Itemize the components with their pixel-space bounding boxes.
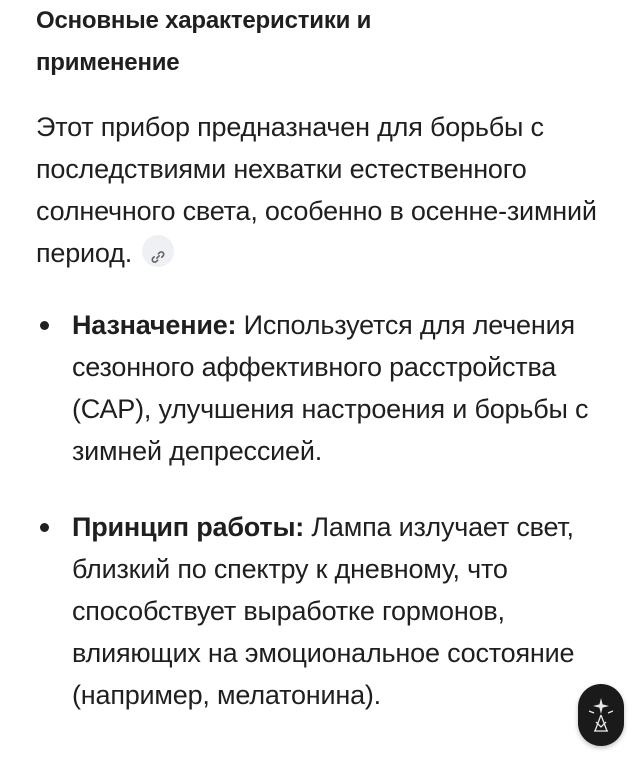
bullet-text: Лампа излучает свет, близкий по спектру к дневному, что способствует выработке гормонов, влияющих на эмоциональное состояние (например, мелатонина). [72, 512, 575, 710]
star-logo-icon [585, 696, 617, 734]
feature-list [36, 304, 611, 716]
list-item [36, 506, 611, 716]
bullet-dot [40, 523, 49, 532]
section-heading [36, 0, 611, 84]
article-content [36, 0, 611, 750]
heading-line-1: Основные характеристики и [36, 7, 372, 34]
source-link-button[interactable] [142, 235, 174, 267]
bullet-text: Используется для лечения сезонного аффективного расстройства (САР), улучшения настроения и борьбы с зимней депрессией. [72, 310, 589, 466]
intro-text: Этот прибор предназначен для борьбы с последствиями нехватки естественного солнечного света, особенно в осенне-зимний период. [36, 112, 597, 268]
bullet-label: Назначение: [72, 310, 237, 340]
heading-line-2: применение [36, 49, 180, 76]
bullet-dot [40, 321, 49, 330]
floating-assistant-button[interactable] [578, 684, 624, 746]
link-icon [150, 249, 166, 265]
intro-paragraph [36, 106, 611, 274]
bullet-label: Принцип работы: [72, 512, 305, 542]
list-item [36, 304, 611, 472]
